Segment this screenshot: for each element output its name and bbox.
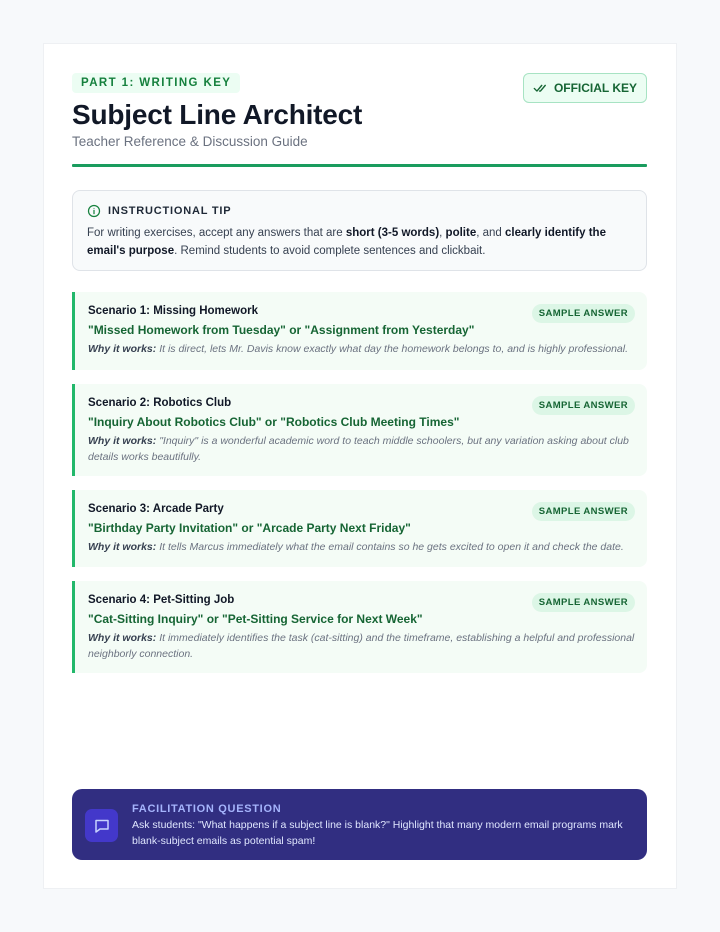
tip-text (87, 225, 631, 260)
scenario-card-3 (72, 490, 647, 567)
info-icon (87, 204, 101, 218)
why-label: Why it works: (88, 632, 157, 644)
page-subtitle: Teacher Reference & Discussion Guide (72, 134, 308, 149)
sample-answer-badge: SAMPLE ANSWER (532, 593, 635, 612)
page-header (72, 73, 647, 149)
chat-bubble-icon (85, 809, 118, 842)
why-text: It tells Marcus immediately what the email contains so he gets excited to open it and check the date. (159, 541, 624, 553)
tip-text-part: , (439, 227, 446, 239)
facilitation-heading: FACILITATION QUESTION (132, 803, 282, 815)
facilitation-question-box (72, 789, 647, 860)
scenario-answer: "Birthday Party Invitation" or "Arcade Party Next Friday" (88, 521, 411, 535)
scenario-card-1 (72, 292, 647, 370)
sample-answer-badge: SAMPLE ANSWER (532, 396, 635, 415)
scenario-answer: "Cat-Sitting Inquiry" or "Pet-Sitting Service for Next Week" (88, 612, 423, 626)
tip-bold-polite: polite (445, 227, 477, 239)
scenario-answer: "Inquiry About Robotics Club" or "Robotics Club Meeting Times" (88, 415, 460, 429)
tip-bold-word-count: short (3-5 words) (345, 227, 440, 239)
why-label: Why it works: (88, 435, 157, 447)
sample-answer-badge: SAMPLE ANSWER (532, 502, 635, 521)
scenario-explanation (88, 540, 635, 556)
tip-text-part: , and (476, 227, 505, 239)
why-label: Why it works: (88, 541, 157, 553)
scenario-title: Scenario 3: Arcade Party (88, 503, 224, 515)
part-badge: PART 1: WRITING KEY (72, 73, 240, 93)
scenario-explanation (88, 342, 635, 358)
why-text: It is direct, lets Mr. Davis know exactly what day the homework belongs to, and is highly professional. (159, 343, 629, 355)
double-check-icon (533, 81, 547, 95)
instructional-tip-box (72, 190, 647, 271)
tip-bold-purpose: clearly identify the email's purpose (87, 227, 606, 257)
scenario-card-2 (72, 384, 647, 476)
header-divider (72, 164, 647, 167)
tip-text-part: . Remind students to avoid complete sentences and clickbait. (174, 244, 486, 257)
scenario-answer: "Missed Homework from Tuesday" or "Assignment from Yesterday" (88, 323, 475, 337)
facilitation-text: Ask students: "What happens if a subject line is blank?" Highlight that many modern email programs mark blank-subject emails as potential spam! (132, 819, 623, 847)
scenario-title: Scenario 4: Pet-Sitting Job (88, 594, 235, 606)
why-text: It immediately identifies the task (cat-sitting) and the timeframe, establishing a helpful and professional neighborly connection. (88, 632, 635, 660)
chat-bubble-glyph (93, 817, 111, 835)
answer-key-page (43, 43, 677, 889)
scenario-card-4 (72, 581, 647, 673)
why-text: "Inquiry" is a wonderful academic word to teach middle schoolers, but any variation asking about club details works beautifully. (88, 435, 629, 463)
official-key-badge (523, 73, 647, 103)
tip-header (87, 204, 631, 218)
official-key-label: OFFICIAL KEY (553, 81, 638, 95)
scenario-title: Scenario 2: Robotics Club (88, 397, 232, 409)
why-label: Why it works: (88, 343, 157, 355)
scenario-explanation (88, 434, 635, 465)
scenario-title: Scenario 1: Missing Homework (88, 305, 258, 317)
scenario-explanation (88, 631, 635, 662)
page-title: Subject Line Architect (72, 99, 363, 130)
sample-answer-badge: SAMPLE ANSWER (532, 304, 635, 323)
tip-heading: INSTRUCTIONAL TIP (108, 205, 232, 217)
tip-text-part: For writing exercises, accept any answers that are (87, 227, 346, 239)
